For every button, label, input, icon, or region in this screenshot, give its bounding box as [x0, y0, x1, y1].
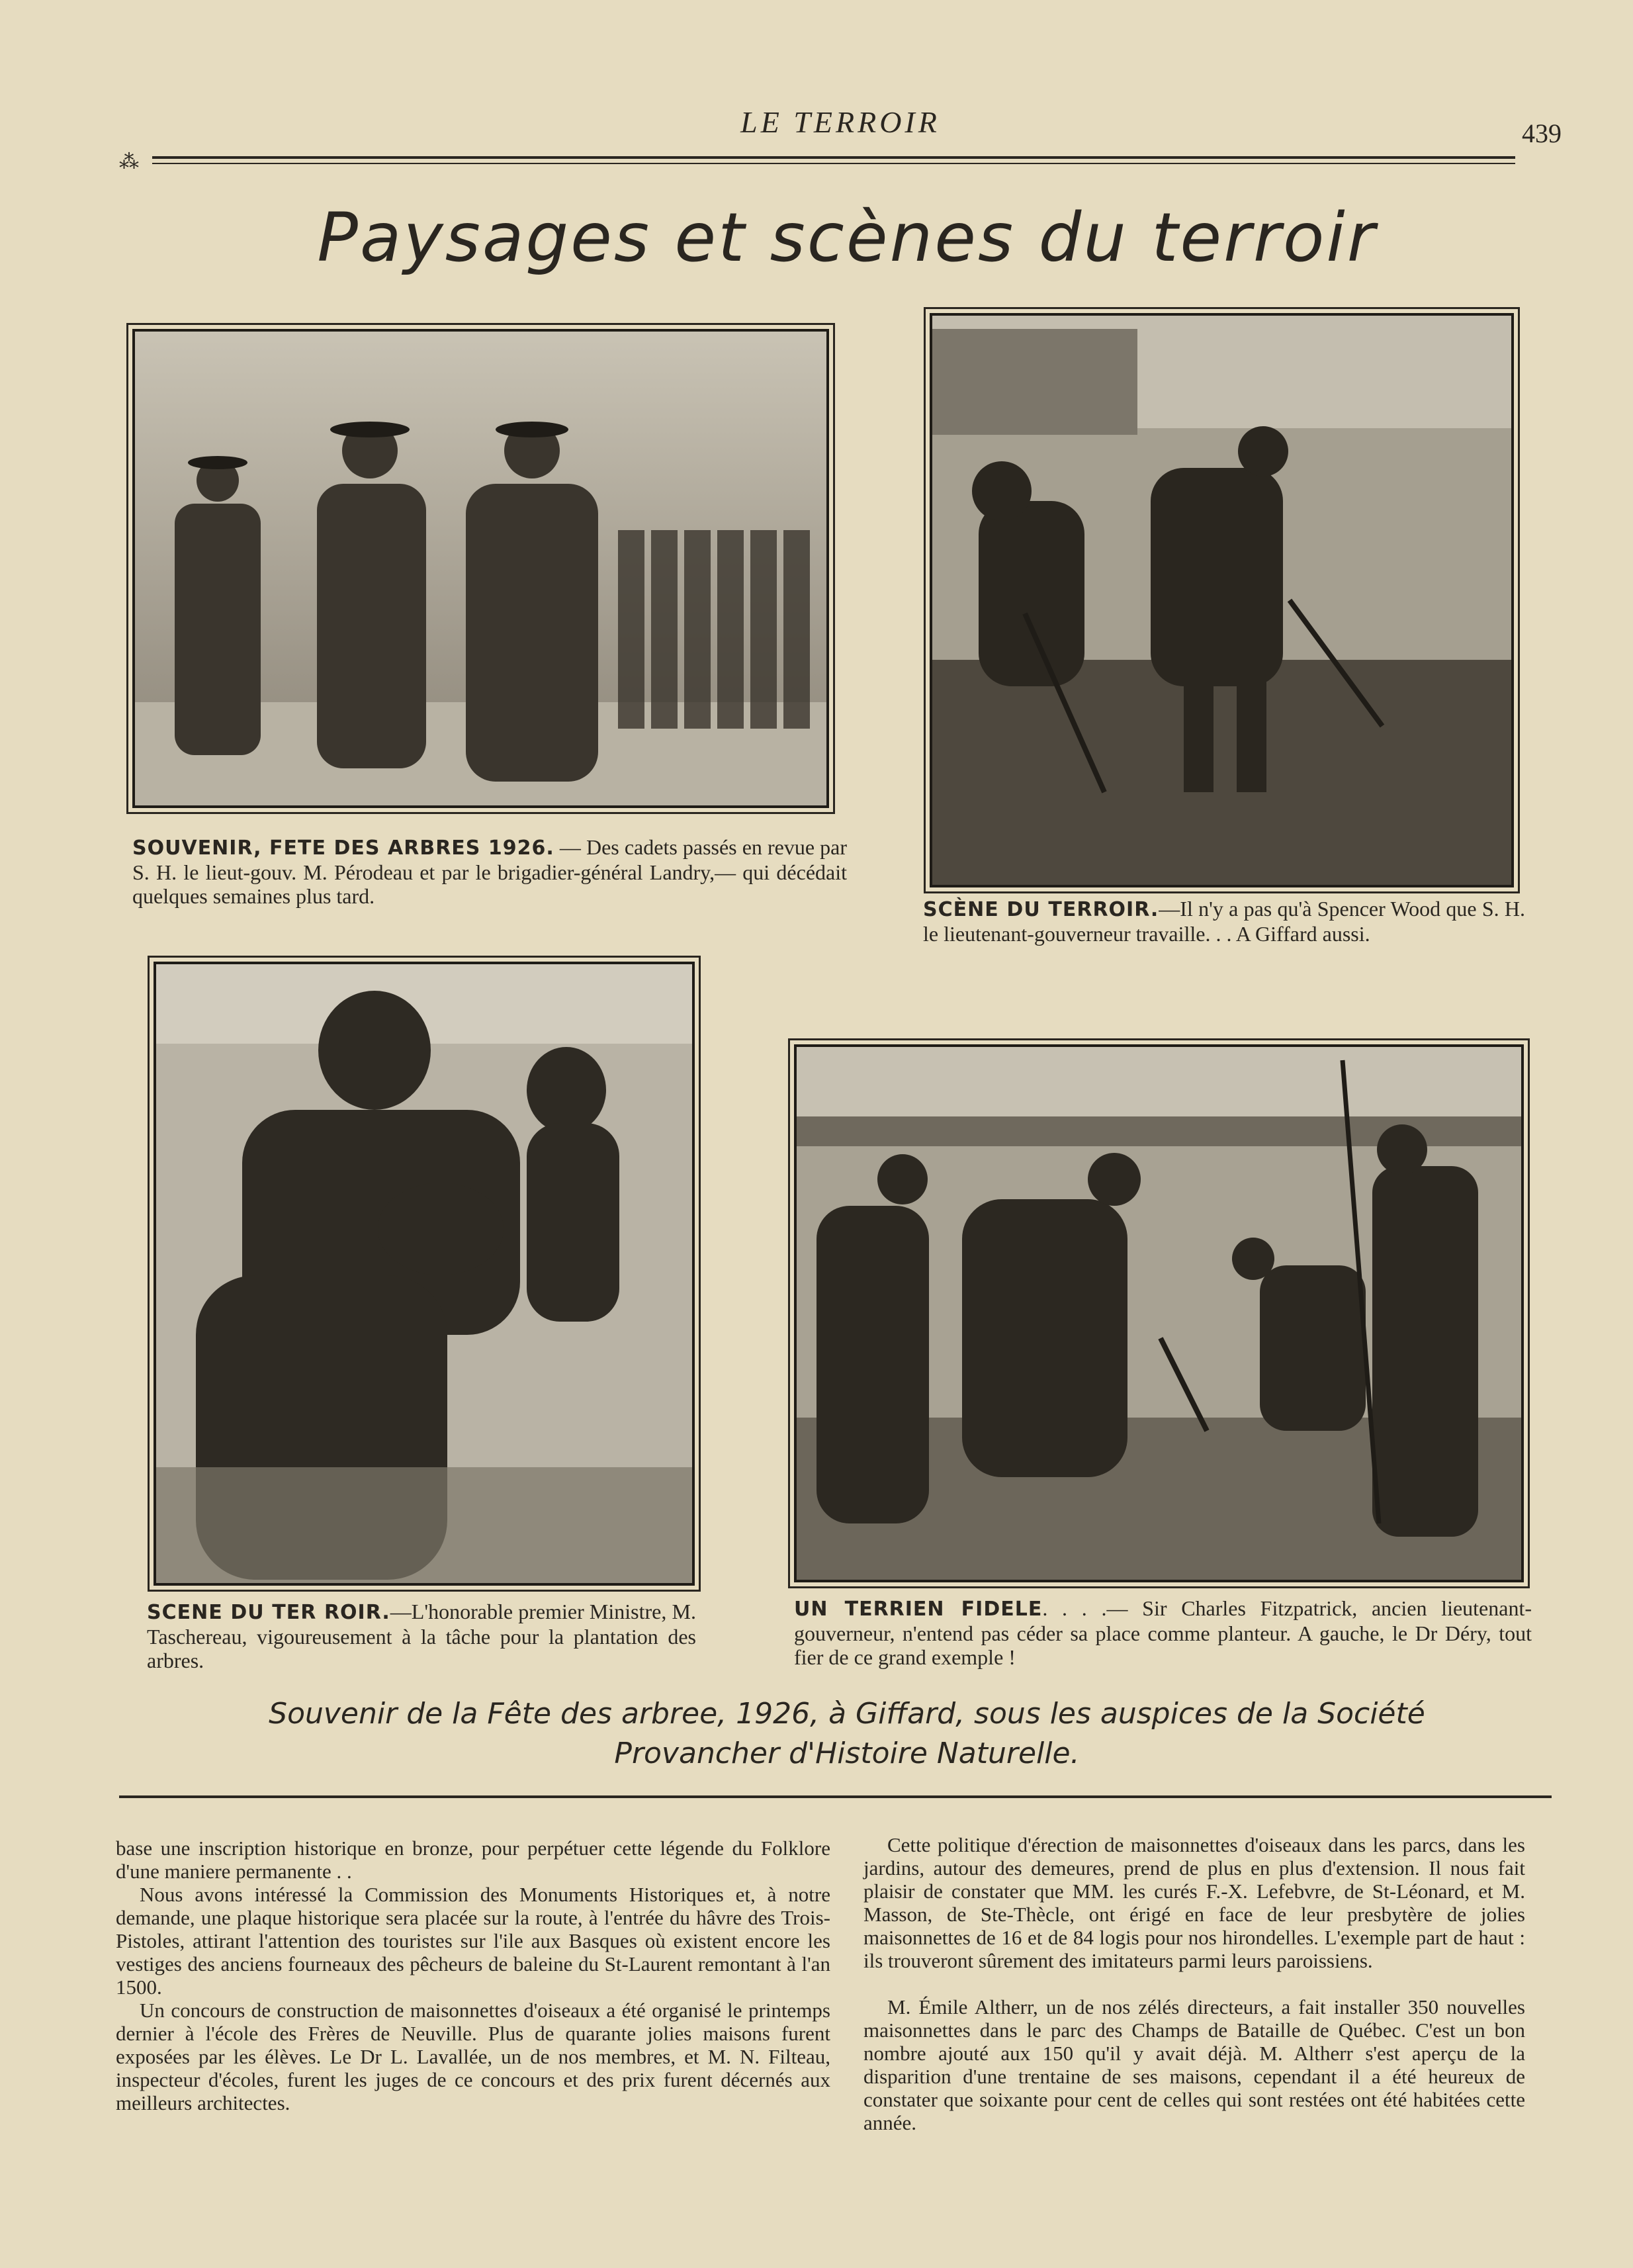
running-title: LE TERROIR	[740, 105, 940, 139]
ornament-icon: ⁂	[119, 150, 139, 173]
caption-photo-2	[923, 897, 1525, 946]
body-column-right	[863, 1833, 1525, 2134]
paragraph: Un concours de construction de maisonnettes d'oiseaux a été organisé le printemps dernier à l'école des Frères de Neuville. Plus de quarante jolies maisons furent exposées par les élèves. Le Dr L. Lavallée, un de nos membres, et M. N. Filteau, inspecteur d'écoles, furent les juges de ce concours et des prix furent décernés aux meilleurs architectes.	[116, 1999, 830, 2114]
page-title: Paysages et scènes du terroir	[317, 199, 1377, 277]
header-rule-bottom	[152, 163, 1515, 164]
page-number: 439	[1522, 118, 1562, 148]
paragraph: Nous avons intéressé la Commission des Monuments Historiques et, à notre demande, une plaque historique sera placée sur la route, à l'entrée du hâvre des Trois-Pistoles, attirant l'attention des touristes sur l'ile aux Basques où existent encore les vestiges des anciens fourneaux des pêcheurs de baleine du St-Laurent remontant à l'an 1500.	[116, 1883, 830, 1999]
caption-title: SCENE DU TER ROIR.	[147, 1601, 390, 1624]
caption-photo-4	[794, 1596, 1532, 1669]
caption-text: —Il n'y a pas qu'à Spencer Wood que S. H. le lieutenant-gouverneur travaille. . . A Giffard aussi.	[923, 897, 1526, 946]
paragraph: base une inscription historique en bronze, pour perpétuer cette légende du Folklore d'une maniere permanente . .	[116, 1837, 830, 1883]
photo-governor-digging	[930, 313, 1514, 887]
caption-photo-3	[147, 1600, 696, 1672]
paragraph: Cette politique d'érection de maisonnettes d'oiseaux dans les parcs, dans les jardins, autour des demeures, prend de plus en plus d'extension. Il nous fait plaisir de constater que MM. les curés F.-X. Lefebvre, de St-Léonard, et M. Masson, de Ste-Thècle, ont érigé en face de leur presbytère de jolies maisonnettes de 16 et de 84 logis pour nos hirondelles. L'exemple part de haut : ils trouveront sûrement des imitateurs parmi leurs paroissiens.	[863, 1833, 1525, 1972]
photo-fitzpatrick-planting	[794, 1044, 1524, 1582]
header-rule-top	[152, 156, 1515, 159]
photo-premier-planting	[154, 962, 695, 1586]
caption-text: — Des cadets passés en revue par S. H. le lieut-gouv. M. Pérodeau et par le brigadier-général Landry,— qui décédait quelques semaines plus tard.	[132, 835, 847, 908]
caption-text: —L'honorable premier Ministre, M. Taschereau, vigoureusement à la tâche pour la plantation des arbres.	[147, 1600, 696, 1672]
caption-photo-1	[132, 835, 847, 908]
caption-text: . . . .— Sir Charles Fitzpatrick, ancien lieutenant-gouverneur, n'entend pas céder sa place comme planteur. A gauche, le Dr Déry, tout fier de ce grand exemple !	[794, 1596, 1532, 1669]
caption-title: SOUVENIR, FETE DES ARBRES 1926.	[132, 837, 554, 860]
photo-cadets-review	[132, 329, 829, 808]
body-column-left	[116, 1837, 830, 2114]
caption-title: UN TERRIEN FIDELE	[794, 1598, 1043, 1621]
paragraph: M. Émile Altherr, un de nos zélés directeurs, a fait installer 350 nouvelles maisonnettes dans le parc des Champs de Bataille de Québec. C'est un bon nombre ajouté aux 150 qu'il y avait déjà. M. Altherr s'est aperçu de la disparition d'une trentaine de ses maisons, cependant il a été heureux de constater que soixante pour cent de celles qui sont restées ont été habitées cette année.	[863, 1995, 1525, 2134]
section-divider	[119, 1795, 1552, 1798]
subtitle-line-1: Souvenir de la Fête des arbree, 1926, à Giffard, sous les auspices de la Société	[269, 1697, 1425, 1731]
caption-title: SCÈNE DU TERROIR.	[923, 898, 1159, 921]
subtitle-line-2: Provancher d'Histoire Naturelle.	[614, 1737, 1080, 1770]
plate-subtitle	[119, 1694, 1575, 1774]
